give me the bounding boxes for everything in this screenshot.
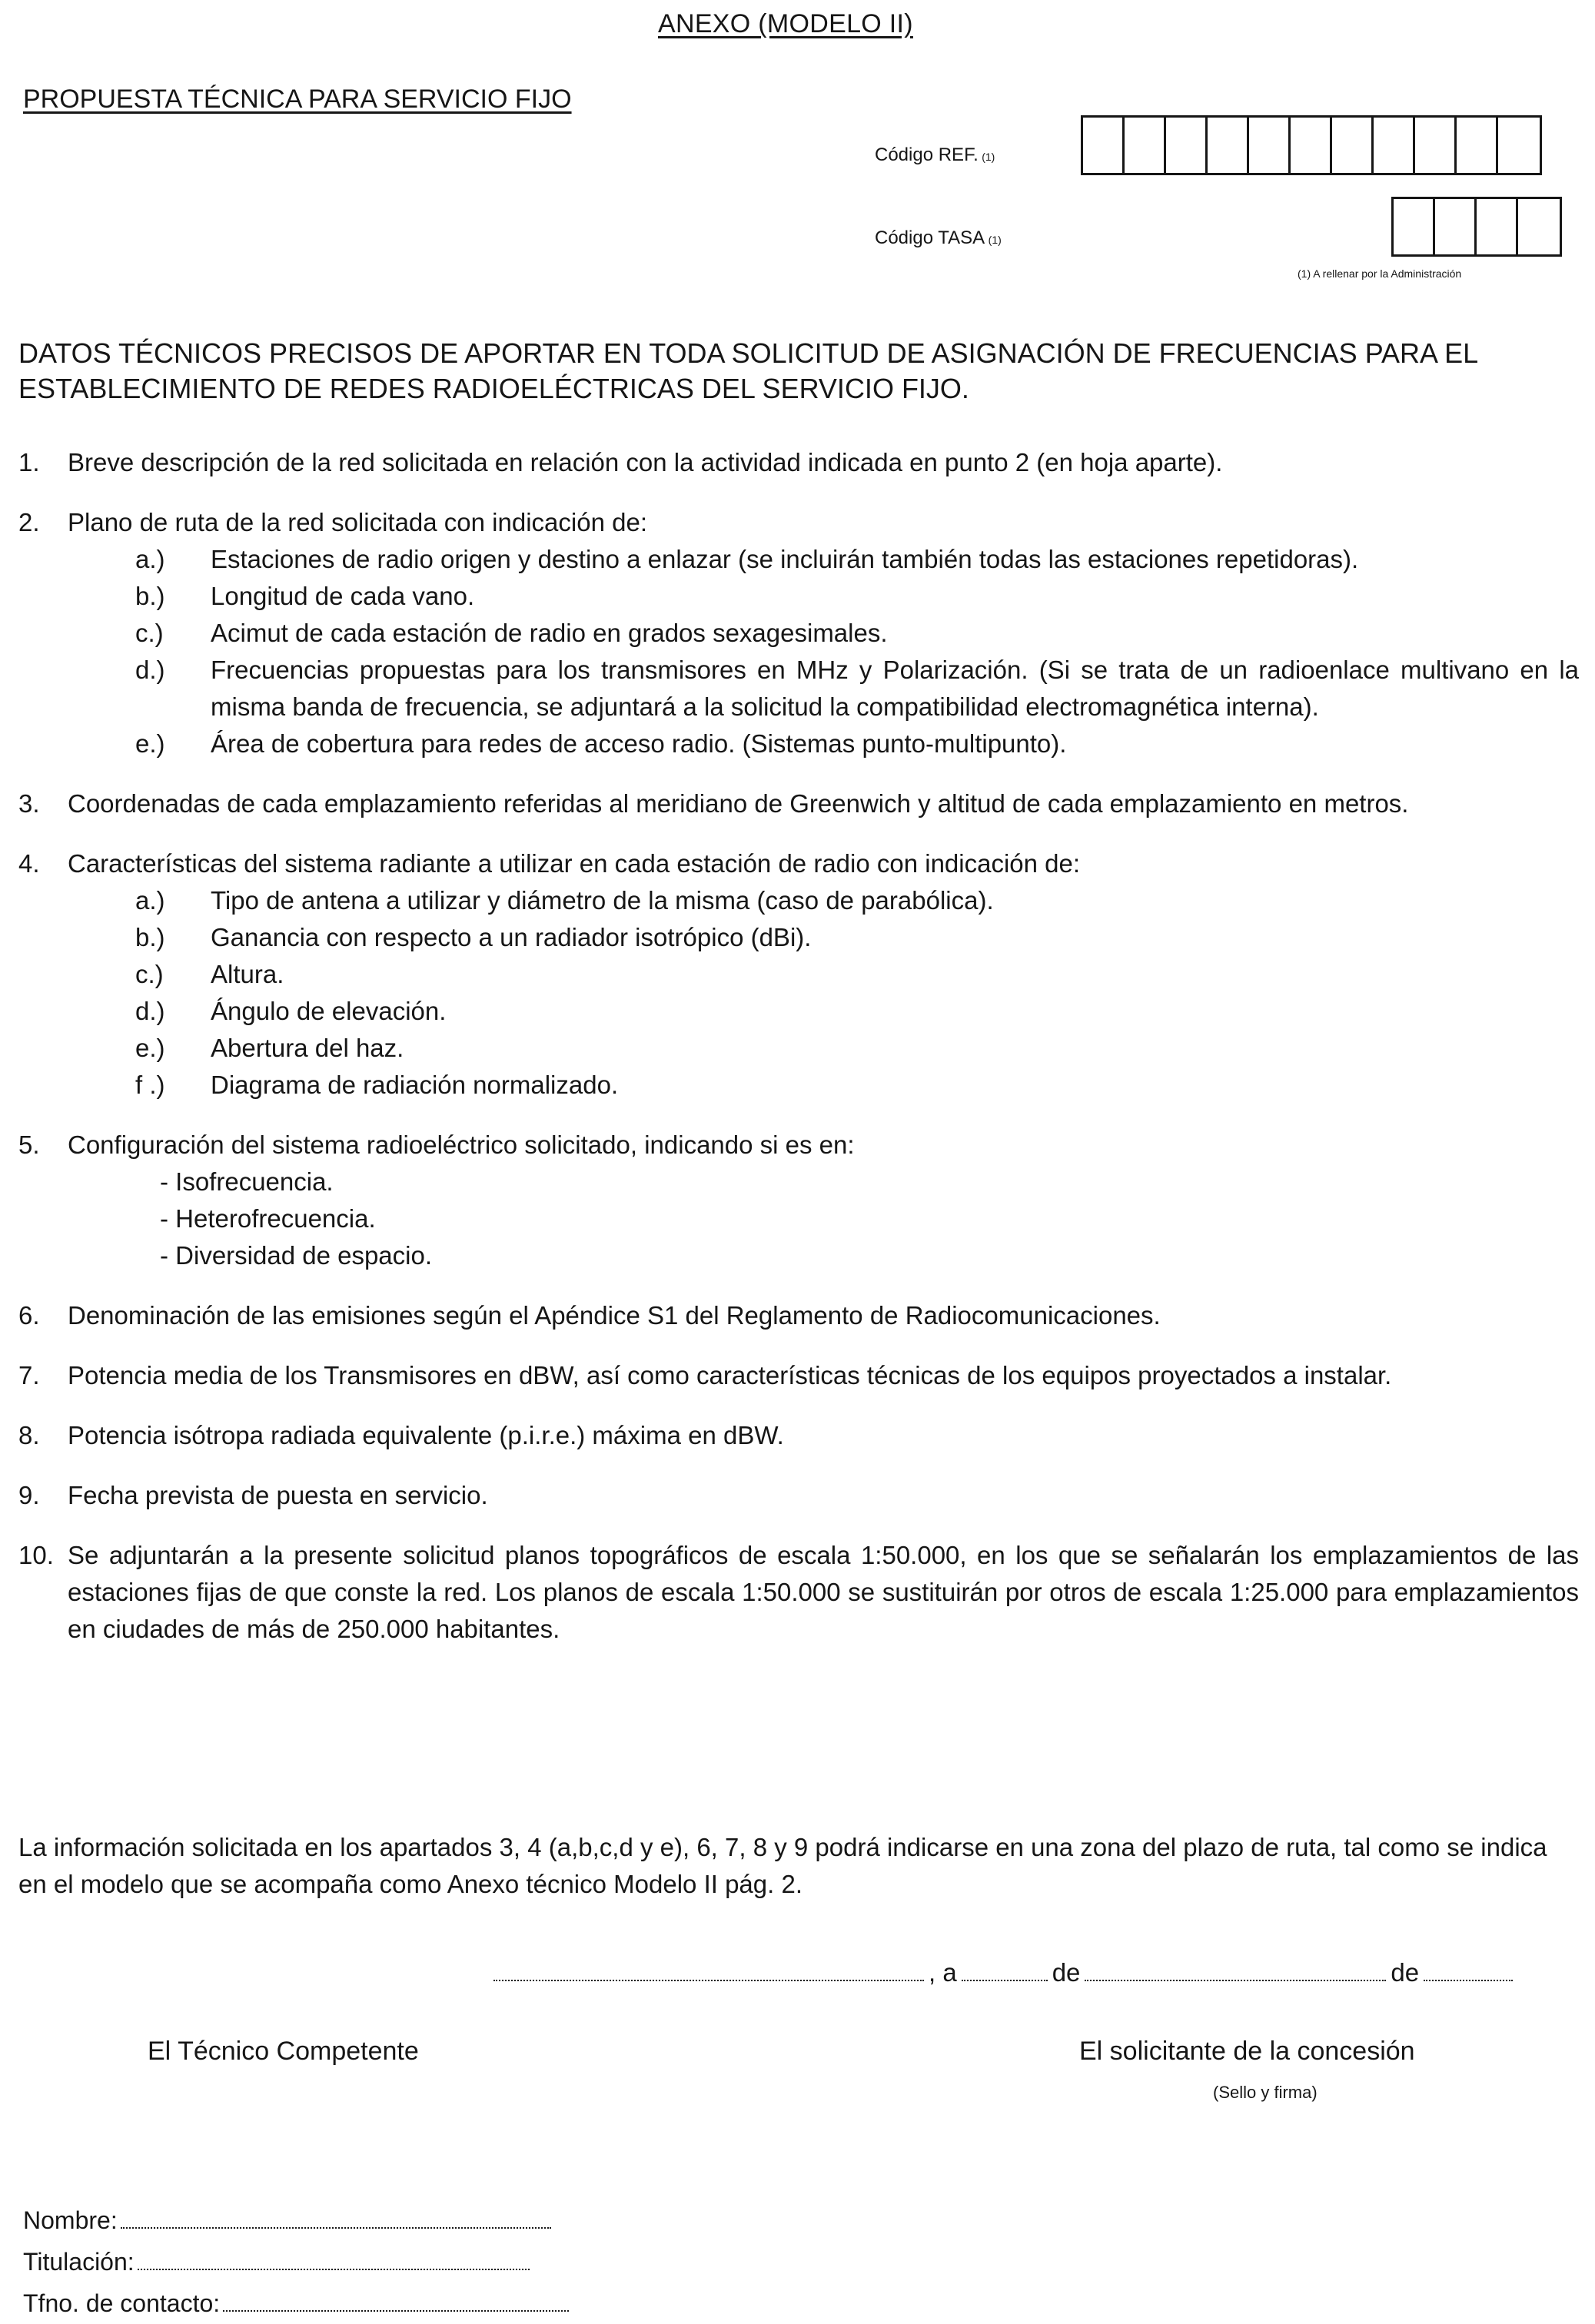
item-text: Fecha prevista de puesta en servicio. <box>68 1481 488 1509</box>
code-box[interactable] <box>1166 118 1208 173</box>
item-number: 6. <box>18 1301 40 1330</box>
item-number: 2. <box>18 508 40 536</box>
annex-title: ANEXO (MODELO II) <box>658 9 913 38</box>
code-box[interactable] <box>1332 118 1374 173</box>
section-heading: DATOS TÉCNICOS PRECISOS DE APORTAR EN TODA SOLICITUD DE ASIGNACIÓN DE FRECUENCIAS PARA EL ESTABLECIMIENTO DE REDES RADIOELÉCTRICAS DEL SERVICIO FIJO. <box>18 337 1477 404</box>
sub-item-letter: a.) <box>135 886 165 915</box>
sub-item-letter: c.) <box>135 960 164 988</box>
sub-item-letter: b.) <box>135 582 165 610</box>
item-text: Plano de ruta de la red solicitada con indicación de: <box>68 508 647 536</box>
sub-item-text: Ganancia con respecto a un radiador isotrópico (dBi). <box>211 923 812 951</box>
item-text: Potencia isótropa radiada equivalente (p.i.r.e.) máxima en dBW. <box>68 1421 784 1449</box>
sub-item <box>135 725 1579 762</box>
stamp-note: (Sello y firma) <box>1213 2083 1318 2102</box>
tasa-code-boxes[interactable] <box>1391 197 1562 257</box>
option-list <box>68 1164 1579 1274</box>
sub-item <box>135 882 1579 919</box>
code-box[interactable] <box>1415 118 1457 173</box>
list-item <box>18 504 1579 762</box>
sub-item-text: Longitud de cada vano. <box>211 582 475 610</box>
sub-list <box>68 882 1579 1104</box>
sub-item-text: Tipo de antena a utilizar y diámetro de la misma (caso de parabólica). <box>211 886 994 915</box>
day-field[interactable] <box>962 1974 1048 1981</box>
item-number: 4. <box>18 849 40 878</box>
requirements-list <box>18 444 1579 1671</box>
item-text: Breve descripción de la red solicitada en relación con la actividad indicada en punto 2 (en hoja aparte). <box>68 448 1223 476</box>
form-subtitle: PROPUESTA TÉCNICA PARA SERVICIO FIJO <box>23 85 572 114</box>
item-text: Configuración del sistema radioeléctrico solicitado, indicando si es en: <box>68 1130 855 1159</box>
code-box[interactable] <box>1518 199 1560 254</box>
list-item <box>18 1297 1579 1334</box>
sub-item-letter: e.) <box>135 729 165 758</box>
sub-item-letter: c.) <box>135 619 164 647</box>
list-item <box>18 1417 1579 1454</box>
list-item <box>18 845 1579 1104</box>
code-box[interactable] <box>1374 118 1415 173</box>
technician-signature-label: El Técnico Competente <box>148 2037 419 2066</box>
applicant-signature-label: El solicitante de la concesión <box>1079 2037 1415 2066</box>
item-number: 1. <box>18 448 40 476</box>
list-item <box>18 1357 1579 1394</box>
closing-paragraph: La información solicitada en los apartados 3, 4 (a,b,c,d y e), 6, 7, 8 y 9 podrá indicarse en una zona del plazo de ruta, tal como se indica en el modelo que se acompaña como Anexo técnico Modelo II pág. 2. <box>18 1833 1547 1898</box>
name-field[interactable] <box>121 2221 551 2229</box>
code-box[interactable] <box>1394 199 1435 254</box>
item-text: Se adjuntarán a la presente solicitud planos topográficos de escala 1:50.000, en los que se señalarán los emplazamientos de las estaciones fijas de que conste la red. Los planos de escala 1:50.000 se sustituirán por otros de escala 1:25.000 para emplazamientos en ciudades de más de 250.000 habitantes. <box>68 1541 1579 1643</box>
item-text: Características del sistema radiante a utilizar en cada estación de radio con indicación de: <box>68 849 1081 878</box>
item-text: Denominación de las emisiones según el Apéndice S1 del Reglamento de Radiocomunicaciones. <box>68 1301 1161 1330</box>
ref-code-boxes[interactable] <box>1081 115 1542 175</box>
sub-item <box>135 919 1579 956</box>
sub-item-letter: d.) <box>135 656 165 684</box>
sub-item <box>135 993 1579 1030</box>
list-item <box>18 785 1579 822</box>
option-item: - Diversidad de espacio. <box>160 1241 433 1270</box>
item-number: 8. <box>18 1421 40 1449</box>
code-box[interactable] <box>1083 118 1125 173</box>
contact-row-phone: Tfno. de contacto: <box>23 2282 573 2324</box>
sub-item-text: Estaciones de radio origen y destino a enlazar (se incluirán también todas las estaciones repetidoras). <box>211 545 1359 573</box>
sub-item-text: Diagrama de radiación normalizado. <box>211 1071 619 1099</box>
code-box[interactable] <box>1498 118 1540 173</box>
option-item: - Heterofrecuencia. <box>160 1204 376 1233</box>
sub-item <box>135 652 1579 725</box>
contact-row-name: Nombre: <box>23 2200 573 2241</box>
item-number: 5. <box>18 1130 40 1159</box>
contact-fields <box>23 2200 573 2324</box>
date-sep-2: de <box>1052 1958 1081 1987</box>
code-box[interactable] <box>1435 199 1477 254</box>
sub-item-letter: e.) <box>135 1034 165 1062</box>
contact-row-title: Titulación: <box>23 2241 573 2282</box>
item-number: 9. <box>18 1481 40 1509</box>
month-field[interactable] <box>1085 1974 1386 1981</box>
item-text: Coordenadas de cada emplazamiento referidas al meridiano de Greenwich y altitud de cada emplazamiento en metros. <box>68 789 1409 818</box>
sub-item-text: Abertura del haz. <box>211 1034 404 1062</box>
date-line <box>489 1958 1517 1987</box>
titulacion-field[interactable] <box>138 2263 530 2270</box>
sub-item <box>135 1030 1579 1067</box>
code-box[interactable] <box>1457 118 1498 173</box>
option-item: - Isofrecuencia. <box>160 1167 334 1196</box>
sub-item-letter: f .) <box>135 1071 165 1099</box>
place-field[interactable] <box>493 1974 924 1981</box>
item-number: 10. <box>18 1541 54 1569</box>
date-sep-1: , a <box>929 1958 957 1987</box>
date-sep-3: de <box>1391 1958 1420 1987</box>
sub-item-text: Área de cobertura para redes de acceso radio. (Sistemas punto-multipunto). <box>211 729 1067 758</box>
item-number: 3. <box>18 789 40 818</box>
sub-item-letter: b.) <box>135 923 165 951</box>
code-box[interactable] <box>1125 118 1166 173</box>
sub-item <box>135 956 1579 993</box>
sub-item <box>135 615 1579 652</box>
sub-item <box>135 1067 1579 1104</box>
code-box[interactable] <box>1249 118 1291 173</box>
year-field[interactable] <box>1424 1974 1513 1981</box>
sub-item-letter: a.) <box>135 545 165 573</box>
code-box[interactable] <box>1477 199 1518 254</box>
admin-footnote: (1) A rellenar por la Administración <box>1298 267 1462 280</box>
list-item <box>18 1537 1579 1648</box>
code-box[interactable] <box>1208 118 1249 173</box>
tasa-code-label: Código TASA (1) <box>875 227 1002 248</box>
list-item <box>18 444 1579 481</box>
list-item <box>18 1127 1579 1274</box>
sub-item-letter: d.) <box>135 997 165 1025</box>
code-box[interactable] <box>1291 118 1332 173</box>
item-number: 7. <box>18 1361 40 1389</box>
sub-item-text: Ángulo de elevación. <box>211 997 447 1025</box>
ref-code-label: Código REF. (1) <box>875 144 995 165</box>
sub-item-text: Altura. <box>211 960 284 988</box>
list-item <box>18 1477 1579 1514</box>
sub-item-text: Acimut de cada estación de radio en grados sexagesimales. <box>211 619 888 647</box>
item-text: Potencia media de los Transmisores en dBW, así como características técnicas de los equipos proyectados a instalar. <box>68 1361 1392 1389</box>
sub-item <box>135 541 1579 578</box>
sub-list <box>68 541 1579 762</box>
sub-item <box>135 578 1579 615</box>
sub-item-text: Frecuencias propuestas para los transmisores en MHz y Polarización. (Si se trata de un radioenlace multivano en la misma banda de frecuencia, se adjuntará a la solicitud la compatibilidad electromagnética interna). <box>211 656 1579 721</box>
phone-field[interactable] <box>223 2304 569 2312</box>
